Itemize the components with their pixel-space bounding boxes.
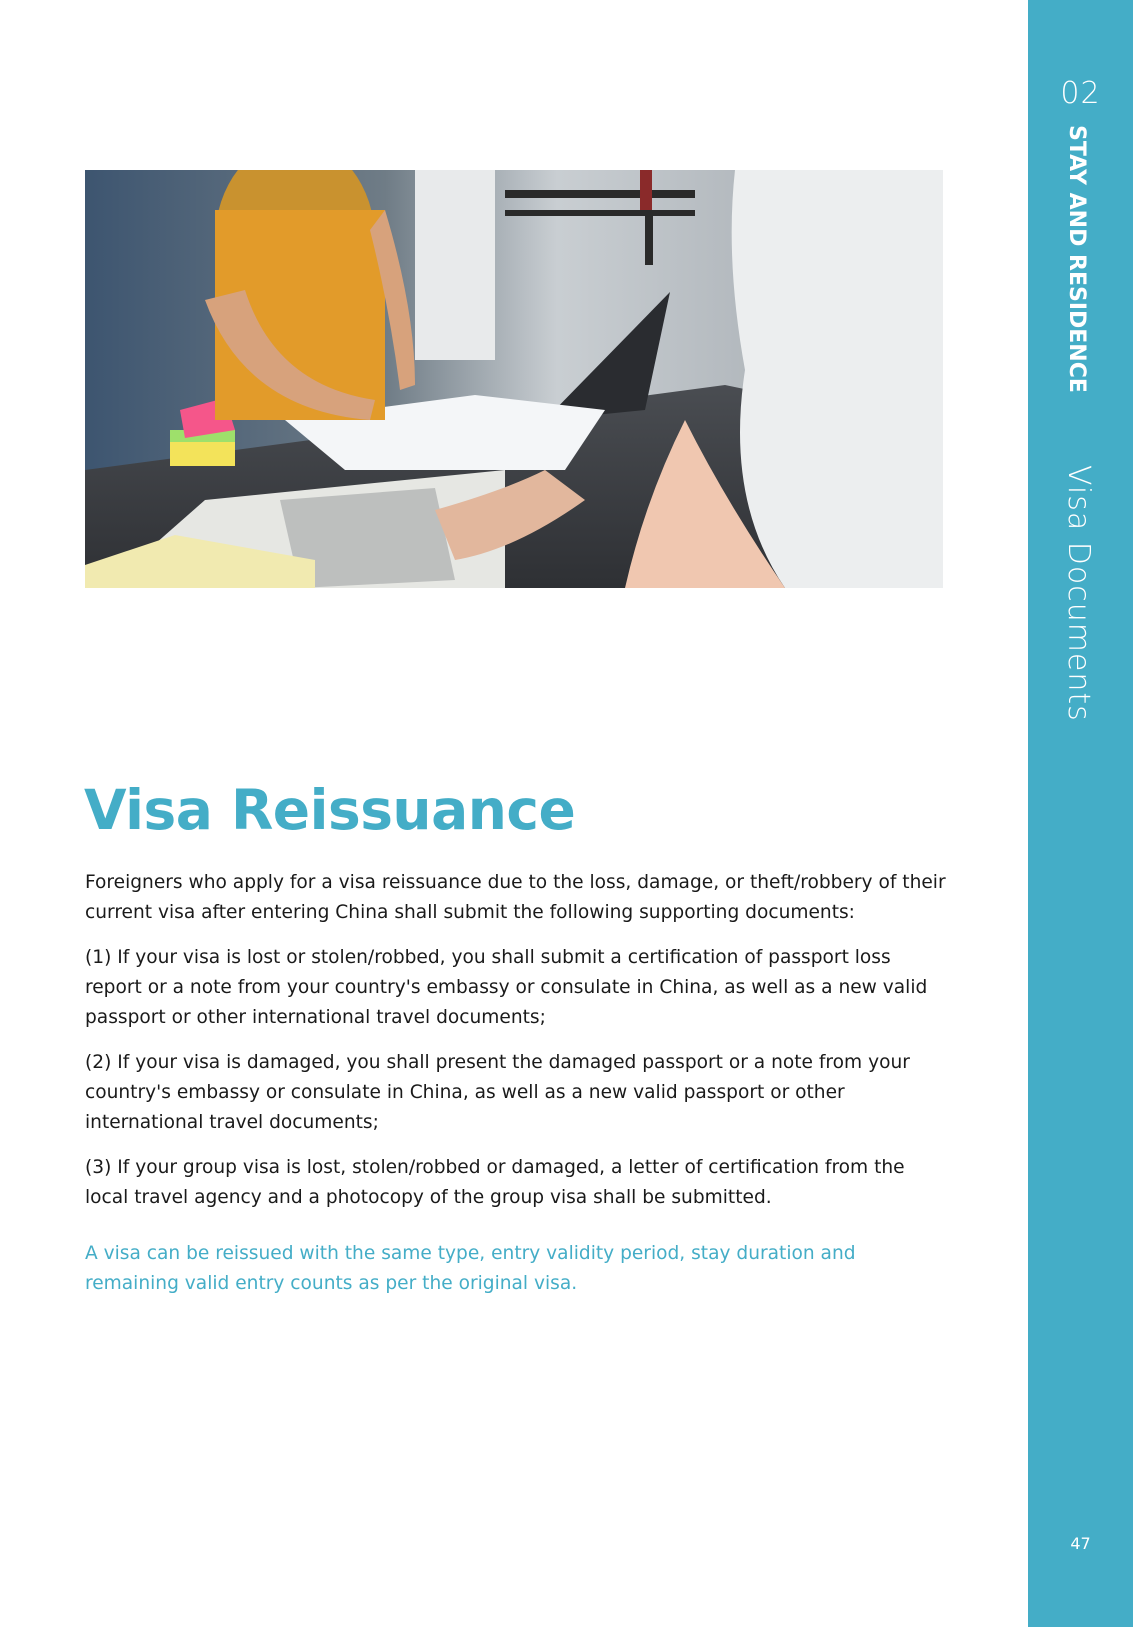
list-item: (2) If your visa is damaged, you shall present the damaged passport or a note from your country's embassy or consulate in China, as well as a new valid passport or other international travel documents; — [85, 1052, 910, 1133]
office-document-handover-photo — [85, 170, 943, 588]
page-heading: Visa Reissuance — [84, 778, 576, 842]
article-body — [85, 868, 950, 1314]
reissue-note: A visa can be reissued with the same type, entry validity period, stay duration and remaining valid entry counts as per the original visa. — [85, 1243, 856, 1294]
page-number: 47 — [1070, 1534, 1091, 1553]
list-item: (3) If your group visa is lost, stolen/robbed or damaged, a letter of certification from the local travel agency and a photocopy of the group visa shall be submitted. — [85, 1157, 905, 1208]
list-item: (1) If your visa is lost or stolen/robbed, you shall submit a certification of passport loss report or a note from your country's embassy or consulate in China, as well as a new valid passport or other international travel documents; — [85, 947, 928, 1028]
section-subtitle: Visa Documents — [1061, 465, 1096, 722]
section-title: STAY AND RESIDENCE — [1064, 125, 1089, 393]
intro-paragraph: Foreigners who apply for a visa reissuance due to the loss, damage, or theft/robbery of their current visa after entering China shall submit the following supporting documents: — [85, 872, 946, 923]
section-number: 02 — [1060, 76, 1101, 111]
sidebar — [1028, 0, 1133, 1627]
